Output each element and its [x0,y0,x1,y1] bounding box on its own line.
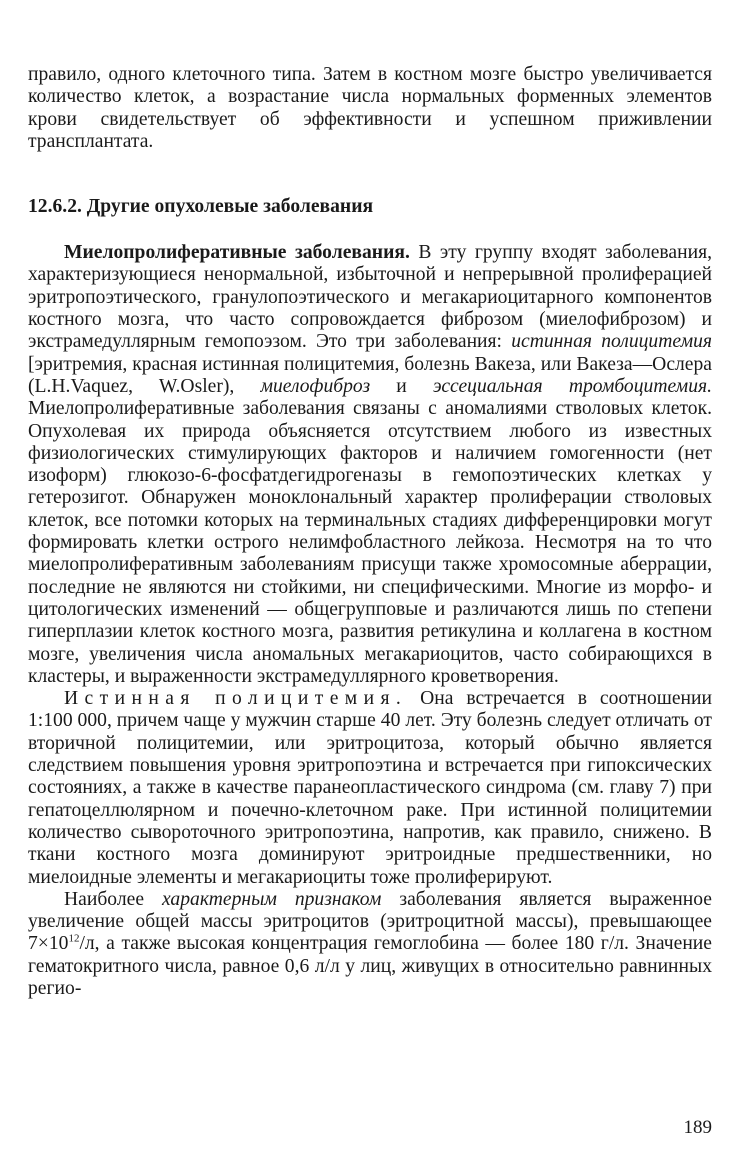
paragraph-text: заболевания является выраженное увеличение общей массы эритроцитов (эритроцитной массы), превышающее 7×10 [28,888,712,955]
paragraph-lead: Истинная полицитемия. [64,688,408,710]
section-heading: 12.6.2. Другие опухолевые заболевания [28,196,374,218]
paragraph-myeloproliferative [28,242,712,688]
paragraph-text: и [370,375,433,397]
paragraph-text: [эритремия, красная истинная полицитемия, болезнь Вакеза, или Вакеза—Ослера (L.H.Vaquez, W.Osler), [28,353,712,397]
paragraph-text: Она встречается в соотношении 1:100 000, причем чаще у мужчин старше 40 лет. Эту болезнь следует отличать от вторичной полицитемии, или эритроцитоза, который обычно является следствием повышения уровня эритропоэтина и встречается при гипоксических состояниях, а также в качестве паранеопластического синдрома (см. главу 7) при гепатоцеллюлярном и почечно-клеточном раке. При истинной полицитемии количество сывороточного эритропоэтина, напротив, как правило, снижено. В ткани костного мозга доминируют эритроидные предшественники, но миелоидные элементы и мегакариоциты тоже пролиферируют. [28,688,712,888]
superscript: 12 [68,932,80,945]
paragraph-polycythemia [28,688,712,889]
paragraph-lead: Миелопролиферативные заболевания. [64,242,410,264]
paragraph-text: /л, а также высокая концентрация гемоглобина — более 180 г/л. Значение гематокритного числа, равное 0,6 л/л у лиц, живущих в относительно равнинных регио- [28,933,712,999]
paragraph-text: Наиболее [64,888,162,910]
italic-term: миелофиброз [260,375,371,397]
page-number: 189 [683,1117,712,1138]
paragraph-characteristic-sign [28,889,712,1000]
intro-paragraph: правило, одного клеточного типа. Затем в костном мозге быстро увеличивается количество клеток, а возрастание числа нормальных форменных элементов крови свидетельствует об эффективности и успешном приживлении трансплантата. [28,64,712,152]
italic-term: истинная полицитемия [511,331,712,353]
page-body [28,64,712,1000]
italic-term: эссециальная тромбоцитемия. [432,375,712,397]
paragraph-text: В эту группу входят заболевания, характеризующиеся ненормальной, избыточной и непрерывной пролиферацией эритропоэтического, гранулопоэтического и мегакариоцитарного компонентов костного мозга, что часто сопровождается фиброзом (миелофиброзом) и экстрамедуллярным гемопоэзом. Это три заболевания: [28,242,712,353]
italic-term: характерным признаком [161,888,382,910]
paragraph-text: Миелопролиферативные заболевания связаны с аномалиями стволовых клеток. Опухолевая их природа объясняется отсутствием любого из известных физиологических стимулирующих факторов и наличием гомогенности (нет изоформ) глюкозо-6-фосфатдегидрогеназы в гемопоэтических клетках у гетерозигот. Обнаружен моноклональный характер пролиферации стволовых клеток, все потомки которых на терминальных стадиях дифференцировки могут формировать клетки острого нелимфобластного лейкоза. Несмотря на то что миелопролиферативным заболеваниям присущи также хромосомные аберрации, последние не являются ни стойкими, ни специфическими. Многие из морфо- и цитологических изменений — общегрупповые и различаются лишь по степени гиперплазии клеток костного мозга, развития ретикулина и коллагена в костном мозге, увеличения числа аномальных мегакариоцитов, часто собирающихся в кластеры, и выраженности экстрамедуллярного кроветворения. [28,398,712,687]
